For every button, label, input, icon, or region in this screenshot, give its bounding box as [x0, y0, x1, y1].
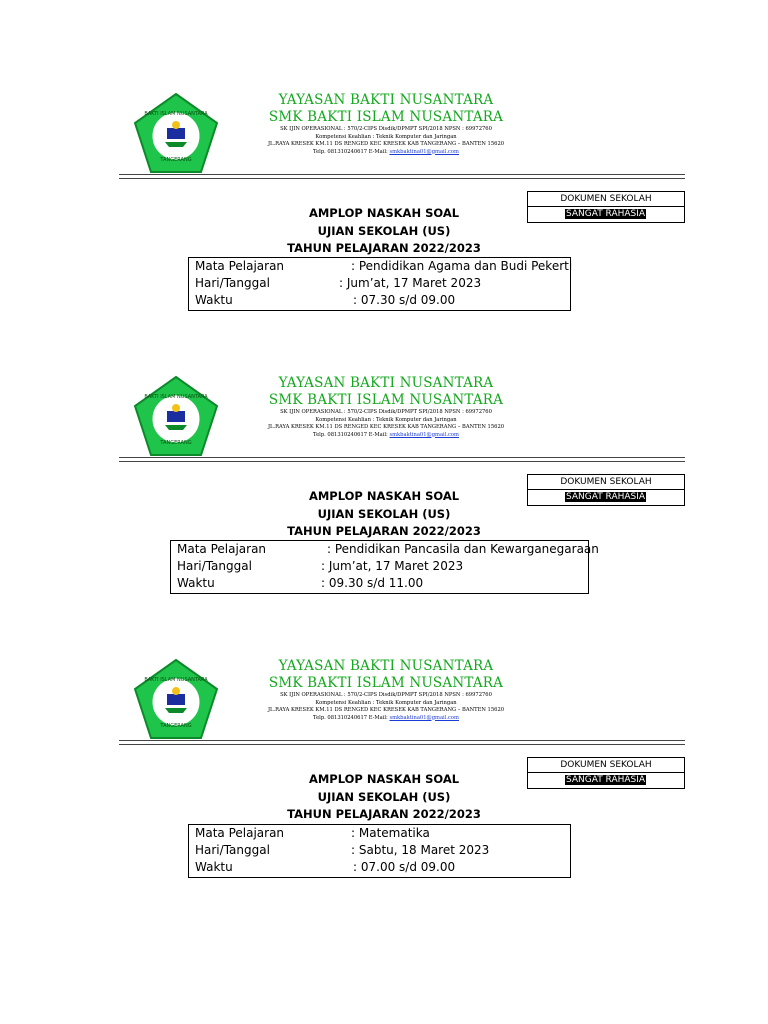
time-value: : 09.30 s/d 11.00: [321, 576, 424, 590]
title-year: TAHUN PELAJARAN 2022/2023: [287, 807, 481, 821]
logo-text-bottom: TANGERANG: [160, 157, 192, 163]
address-line: JL.RAYA KRESEK KM.11 DS RENGED KEC KRESEK KAB TANGERANG – BANTEN 15620: [267, 707, 505, 713]
letterhead-rule: [119, 461, 685, 462]
date-value: : Jum’at, 17 Maret 2023: [321, 559, 464, 573]
contact-line: [222, 432, 550, 440]
letterhead-rule: [119, 457, 685, 458]
document-label-top: DOKUMEN SEKOLAH: [528, 192, 684, 207]
logo-text-top: BAKTI ISLAM NUSANTARA: [144, 677, 208, 683]
foundation-name: YAYASAN BAKTI NUSANTARA: [278, 92, 494, 108]
document-label-top: DOKUMEN SEKOLAH: [528, 475, 684, 490]
envelope-titles: [234, 488, 534, 541]
phone-text: Telp. 081310240617 E-Mail:: [313, 431, 390, 438]
school-logo: [133, 658, 219, 740]
contact-line: [222, 149, 550, 157]
foundation-name: YAYASAN BAKTI NUSANTARA: [278, 658, 494, 674]
logo-text-top: BAKTI ISLAM NUSANTARA: [144, 394, 208, 400]
date-value: : Sabtu, 18 Maret 2023: [351, 843, 490, 857]
logo-text-bottom: TANGERANG: [160, 440, 192, 446]
date-label: Hari/Tanggal: [177, 559, 252, 573]
letterhead-rule: [119, 744, 685, 745]
subject-value: : Matematika: [351, 826, 430, 840]
date-row: [189, 275, 570, 292]
school-logo: [133, 92, 219, 174]
envelope-titles: [234, 771, 534, 824]
email-link[interactable]: smkbaktina01@gmail.com: [389, 148, 459, 155]
document-label-bottom: [528, 207, 684, 222]
subject-value: : Pendidikan Pancasila dan Kewarganegaraan: [327, 542, 599, 556]
foundation-name: YAYASAN BAKTI NUSANTARA: [278, 375, 494, 391]
envelope-section-2: [0, 367, 768, 650]
envelope-section-1: [0, 84, 768, 367]
school-logo: [133, 375, 219, 457]
secret-label: SANGAT RAHASIA: [566, 492, 646, 502]
time-row: [171, 575, 588, 592]
logo-text-top: BAKTI ISLAM NUSANTARA: [144, 111, 208, 117]
competency-line: Kompetensi Keahlian : Teknik Komputer dan Jaringan: [315, 133, 457, 140]
document-label-bottom: [528, 773, 684, 788]
title-exam: UJIAN SEKOLAH (US): [317, 223, 451, 238]
time-value: : 07.30 s/d 09.00: [353, 293, 456, 307]
subject-label: Mata Pelajaran: [195, 259, 285, 273]
title-envelope: AMPLOP NASKAH SOAL: [308, 206, 460, 220]
secret-label: SANGAT RAHASIA: [566, 209, 646, 219]
letterhead-rule: [119, 178, 685, 179]
school-name: SMK BAKTI ISLAM NUSANTARA: [268, 675, 504, 691]
exam-info-box: [188, 824, 571, 878]
time-label: Waktu: [177, 576, 215, 590]
competency-line: Kompetensi Keahlian : Teknik Komputer dan Jaringan: [315, 699, 457, 706]
letterhead: [222, 375, 550, 439]
contact-line: [222, 715, 550, 723]
address-line: JL.RAYA KRESEK KM.11 DS RENGED KEC KRESEK KAB TANGERANG – BANTEN 15620: [267, 141, 505, 147]
email-link[interactable]: smkbaktina01@gmail.com: [389, 714, 459, 721]
envelope-section-3: [0, 650, 768, 933]
title-exam: UJIAN SEKOLAH (US): [317, 506, 451, 521]
letterhead: [222, 92, 550, 156]
permit-line: SK IJIN OPERASIONAL : 570/2-CIPS Disdik/DPMPT SPI/2018 NPSN : 69972760: [280, 409, 492, 415]
document-label-box: [527, 191, 685, 223]
school-name: SMK BAKTI ISLAM NUSANTARA: [268, 392, 504, 408]
title-envelope: AMPLOP NASKAH SOAL: [308, 772, 460, 786]
subject-value: : Pendidikan Agama dan Budi Pekerti: [351, 259, 573, 273]
title-envelope: AMPLOP NASKAH SOAL: [308, 489, 460, 503]
subject-row: [189, 825, 570, 842]
document-label-box: [527, 757, 685, 789]
date-value: : Jum’at, 17 Maret 2023: [339, 276, 482, 290]
phone-text: Telp. 081310240617 E-Mail:: [313, 148, 390, 155]
letterhead: [222, 658, 550, 722]
competency-line: Kompetensi Keahlian : Teknik Komputer dan Jaringan: [315, 416, 457, 423]
subject-label: Mata Pelajaran: [177, 542, 267, 556]
school-name: SMK BAKTI ISLAM NUSANTARA: [268, 109, 504, 125]
logo-text-bottom: TANGERANG: [160, 723, 192, 729]
exam-info-box: [170, 540, 599, 594]
permit-line: SK IJIN OPERASIONAL : 570/2-CIPS Disdik/DPMPT SPI/2018 NPSN : 69972760: [280, 126, 492, 132]
document-label-top: DOKUMEN SEKOLAH: [528, 758, 684, 773]
time-row: [189, 859, 570, 876]
date-label: Hari/Tanggal: [195, 276, 270, 290]
phone-text: Telp. 081310240617 E-Mail:: [313, 714, 390, 721]
date-row: [171, 558, 588, 575]
document-label-bottom: [528, 490, 684, 505]
time-value: : 07.00 s/d 09.00: [353, 860, 456, 874]
time-label: Waktu: [195, 293, 233, 307]
title-exam: UJIAN SEKOLAH (US): [317, 789, 451, 804]
secret-label: SANGAT RAHASIA: [566, 775, 646, 785]
letterhead-rule: [119, 740, 685, 741]
time-row: [189, 292, 570, 309]
subject-row: [189, 258, 573, 275]
title-year: TAHUN PELAJARAN 2022/2023: [287, 241, 481, 255]
subject-row: [171, 541, 599, 558]
time-label: Waktu: [195, 860, 233, 874]
subject-label: Mata Pelajaran: [195, 826, 285, 840]
email-link[interactable]: smkbaktina01@gmail.com: [389, 431, 459, 438]
exam-info-box: [188, 257, 571, 311]
date-row: [189, 842, 570, 859]
envelope-titles: [234, 205, 534, 258]
address-line: JL.RAYA KRESEK KM.11 DS RENGED KEC KRESEK KAB TANGERANG – BANTEN 15620: [267, 424, 505, 430]
document-label-box: [527, 474, 685, 506]
date-label: Hari/Tanggal: [195, 843, 270, 857]
permit-line: SK IJIN OPERASIONAL : 570/2-CIPS Disdik/DPMPT SPI/2018 NPSN : 69972760: [280, 692, 492, 698]
letterhead-rule: [119, 174, 685, 175]
title-year: TAHUN PELAJARAN 2022/2023: [287, 524, 481, 538]
